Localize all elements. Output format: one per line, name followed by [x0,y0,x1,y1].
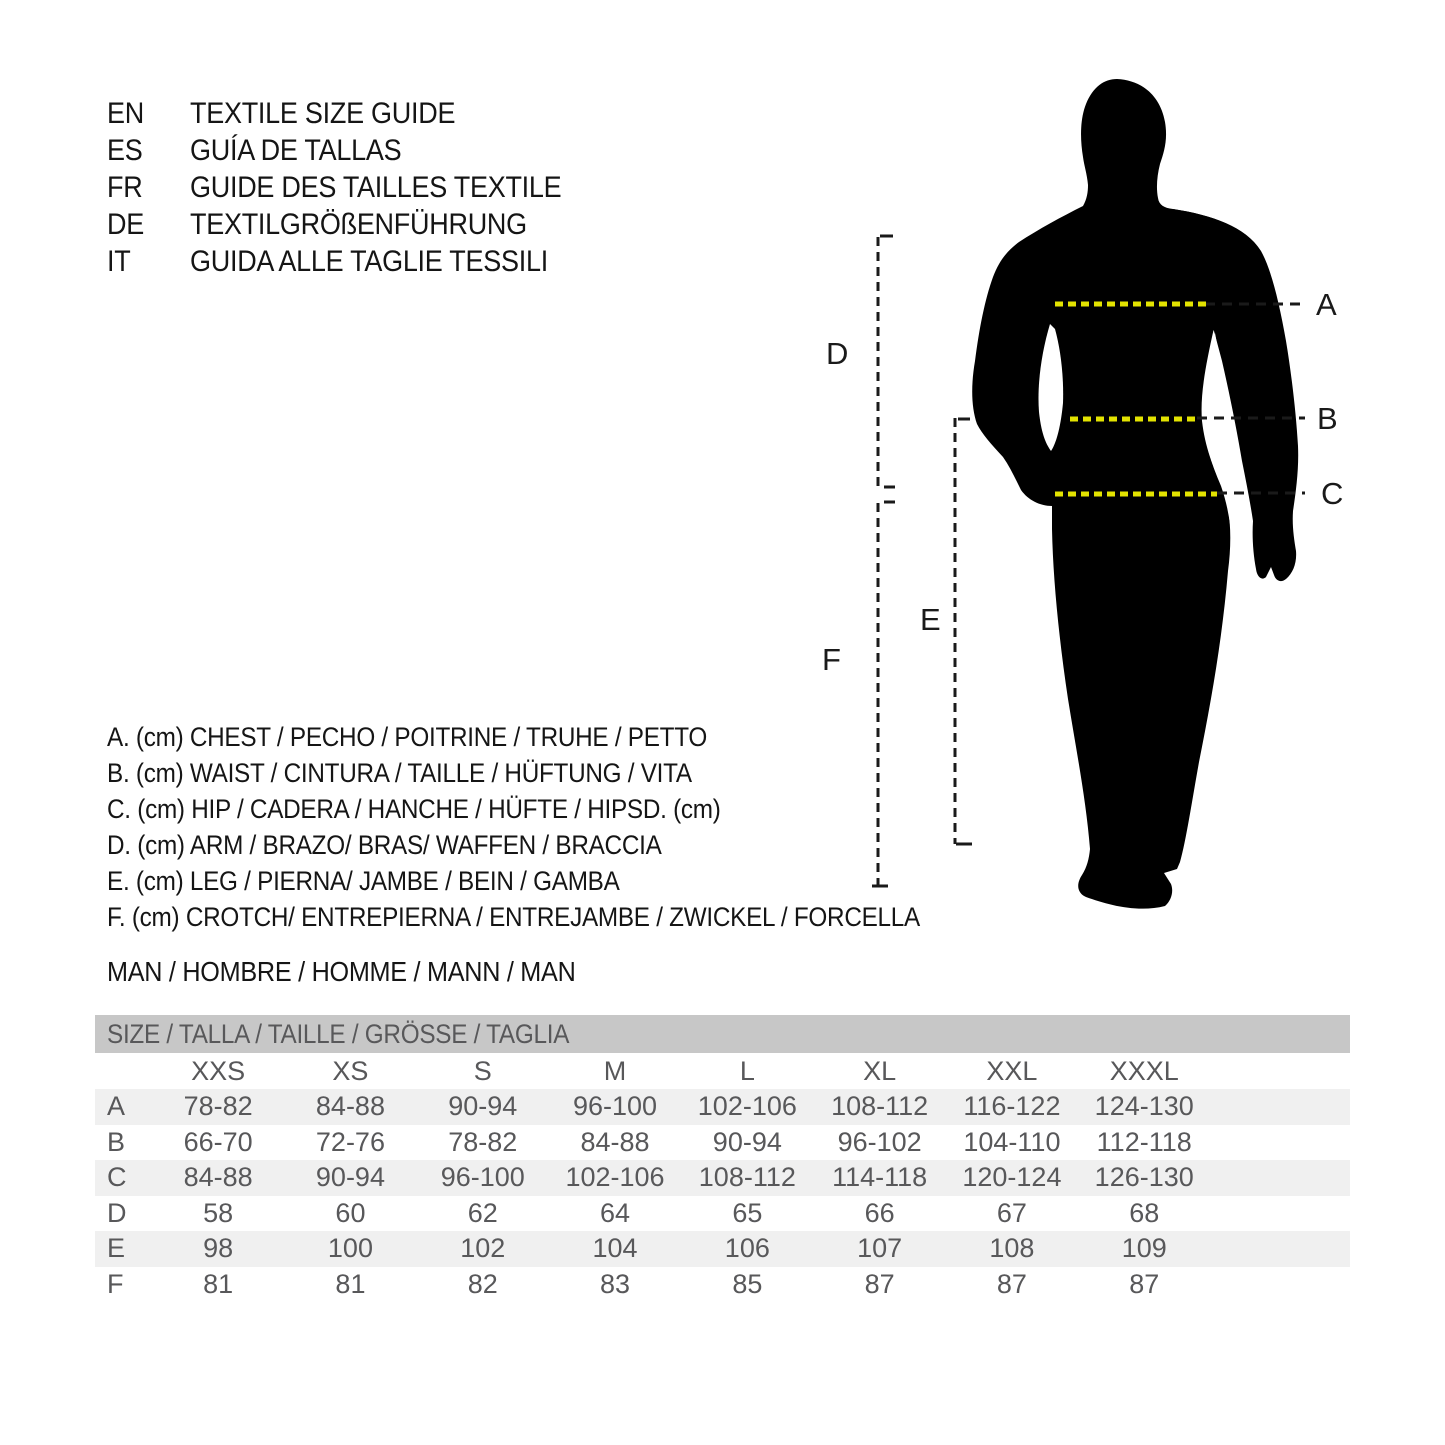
row-label: C [107,1162,127,1192]
legend-text: E. (cm) LEG / PIERNA/ JAMBE / BEIN / GAMBA [107,866,620,896]
legend-item-chest [107,722,1010,758]
column-header: XXXL [1109,1056,1179,1086]
column-header: XXS [191,1056,246,1086]
table-cell: 96-100 [573,1091,658,1121]
legend-item-arm [107,830,1010,866]
table-cell: 82 [467,1268,498,1299]
row-label: B [107,1126,126,1157]
table-row [95,1267,1350,1303]
marker-label-c: C [1321,476,1344,511]
column-header: L [739,1056,755,1086]
table-cell: 87 [864,1268,895,1299]
table-cell: 114-118 [832,1162,928,1192]
table-cell: 84-88 [183,1162,253,1192]
column-header: S [473,1056,492,1086]
table-cell: 100 [327,1233,373,1263]
row-label: E [107,1233,126,1263]
size-table-columns-row [95,1053,1350,1089]
table-cell: 96-100 [440,1162,525,1192]
size-table [95,1015,1350,1302]
table-cell: 90-94 [712,1126,782,1157]
category-title [107,956,628,988]
lang-code: DE [107,208,144,241]
table-cell: 104-110 [963,1126,1061,1157]
marker-label-a: A [1316,287,1337,322]
table-cell: 60 [335,1197,366,1228]
size-table-header [95,1015,1350,1053]
row-label: F [107,1268,124,1299]
lang-code: FR [107,171,143,204]
table-cell: 90-94 [315,1162,385,1192]
legend-item-leg [107,866,1010,902]
table-cell: 108 [989,1233,1035,1263]
column-header-spacer [95,1053,152,1089]
marker-label-f: F [822,642,841,677]
table-row [95,1089,1350,1125]
table-cell: 72-76 [315,1126,385,1157]
category-title-text: MAN / HOMBRE / HOMME / MANN / MAN [107,956,576,987]
table-cell: 84-88 [580,1126,650,1157]
table-cell: 66-70 [183,1126,253,1157]
table-cell: 108-112 [831,1091,929,1121]
table-cell: 120-124 [962,1162,1062,1192]
table-cell: 107 [857,1233,903,1263]
table-cell: 124-130 [1094,1091,1194,1121]
table-cell: 64 [600,1197,631,1228]
legend-item-waist [107,758,1010,794]
column-header: M [603,1056,627,1086]
table-cell: 102 [460,1233,506,1263]
row-label: A [107,1091,126,1121]
table-cell: 106 [724,1233,770,1263]
table-cell: 65 [732,1197,763,1228]
table-cell: 96-102 [837,1126,922,1157]
legend-text: C. (cm) HIP / CADERA / HANCHE / HÜFTE / HIPSD. (cm) [107,794,721,824]
lang-title: GUIDA ALLE TAGLIE TESSILI [190,245,548,278]
marker-label-e: E [920,602,941,637]
table-cell: 87 [996,1268,1027,1299]
table-row [95,1196,1350,1232]
column-header: XS [332,1056,369,1086]
table-cell: 108-112 [698,1162,796,1192]
marker-label-b: B [1317,401,1338,436]
row-label: D [107,1197,127,1228]
table-row [95,1231,1350,1267]
lang-title: GUÍA DE TALLAS [190,134,402,167]
table-cell: 85 [732,1268,763,1299]
legend-item-crotch [107,902,1010,938]
lang-title: GUIDE DES TAILLES TEXTILE [190,171,562,204]
table-cell: 126-130 [1094,1162,1194,1192]
table-cell: 102-106 [697,1091,797,1121]
lang-title: TEXTILE SIZE GUIDE [190,97,456,130]
table-cell: 84-88 [315,1091,385,1121]
column-header: XXL [986,1056,1038,1086]
legend-text: B. (cm) WAIST / CINTURA / TAILLE / HÜFTUNG / VITA [107,758,692,788]
table-cell: 116-122 [963,1091,1061,1121]
table-cell: 98 [203,1233,234,1263]
table-cell: 66 [864,1197,895,1228]
table-cell: 68 [1129,1197,1160,1228]
lang-code: EN [107,97,144,130]
table-cell: 81 [203,1268,234,1299]
table-row [95,1125,1350,1161]
table-cell: 102-106 [565,1162,665,1192]
table-cell: 83 [600,1268,631,1299]
table-cell: 112-118 [1096,1126,1192,1157]
lang-code: ES [107,134,143,167]
table-cell: 81 [335,1268,366,1299]
legend-text: A. (cm) CHEST / PECHO / POITRINE / TRUHE / PETTO [107,722,708,752]
marker-label-d: D [826,336,849,371]
table-cell: 87 [1129,1268,1160,1299]
table-cell: 78-82 [448,1126,518,1157]
lang-code: IT [107,245,131,278]
table-cell: 62 [467,1197,498,1228]
table-cell: 90-94 [448,1091,518,1121]
column-header: XL [863,1056,897,1086]
table-cell: 78-82 [183,1091,253,1121]
table-cell: 109 [1121,1233,1167,1263]
table-row [95,1160,1350,1196]
measurement-legend [107,722,1010,938]
legend-text: F. (cm) CROTCH/ ENTREPIERNA / ENTREJAMBE / ZWICKEL / FORCELLA [107,902,920,932]
table-cell: 104 [592,1233,638,1263]
size-table-header-text: SIZE / TALLA / TAILLE / GRÖSSE / TAGLIA [107,1019,570,1049]
table-cell: 58 [203,1197,234,1228]
table-cell: 67 [996,1197,1027,1228]
lang-title: TEXTILGRÖßENFÜHRUNG [190,208,527,241]
legend-text: D. (cm) ARM / BRAZO/ BRAS/ WAFFEN / BRACCIA [107,830,662,860]
legend-item-hip [107,794,1010,830]
